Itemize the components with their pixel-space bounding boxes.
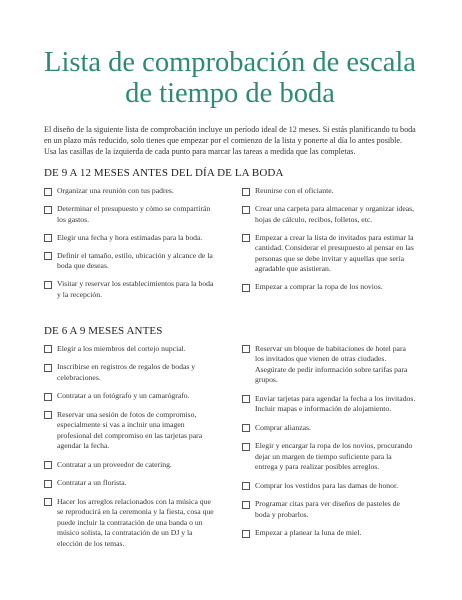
checklist-item-text: Visitar y reservar los establecimientos para la boda y la recepción.: [57, 279, 214, 299]
checkbox[interactable]: [44, 188, 52, 196]
checklist-item-text: Empezar a planear la luna de miel.: [255, 528, 362, 537]
checklist-item: [242, 233, 416, 275]
checkbox[interactable]: [242, 206, 250, 214]
checklist-item-text: Contratar a un proveedor de catering.: [57, 459, 172, 469]
section-9-12-columns: [44, 186, 416, 308]
checklist-item: [242, 394, 416, 415]
checkbox[interactable]: [242, 188, 250, 196]
checklist-item-text: Elegir y encargar la ropa de los novios, procurando dejar un margen de tiempo suficiente para la entrega y para realizar posibles arreglos.: [255, 441, 413, 471]
checklist-item: [44, 410, 214, 452]
checklist-item-text: Comprar los vestidos para las damas de honor.: [255, 480, 399, 490]
intro-paragraph: El diseño de la siguiente lista de comprobación incluye un período ideal de 12 meses. Si estás planificando tu boda en un plazo más reducido, solo tienes que empezar por el comienzo de la lista y ponerte al día lo antes posible. Usa las casillas de la izquierda de cada punto para marcar las tareas a medida que las completas.: [44, 125, 416, 156]
checkbox[interactable]: [242, 424, 250, 432]
checklist-item-text: Crear una carpeta para almacenar y organizar ideas, hojas de cálculo, recibos, folletos, etc.: [255, 204, 415, 224]
checklist-item: [44, 344, 214, 355]
checkbox[interactable]: [44, 411, 52, 419]
checklist-item: [242, 441, 416, 473]
checklist-item: [44, 362, 214, 383]
checkbox[interactable]: [44, 345, 52, 353]
checkbox[interactable]: [242, 501, 250, 509]
checkbox[interactable]: [44, 393, 52, 401]
checklist-item-text: Elegir a los miembros del cortejo nupcial.: [57, 343, 186, 353]
checklist-item: [44, 460, 214, 471]
checklist-item: [44, 478, 214, 489]
checklist-item-text: Comprar alianzas.: [255, 422, 311, 432]
section-heading-9-12: DE 9 A 12 MESES ANTES DEL DÍA DE LA BODA: [44, 167, 284, 179]
checklist-item: [44, 391, 214, 402]
checklist-item-text: Inscribirse en registros de regalos de bodas y celebraciones.: [57, 362, 196, 382]
checkbox[interactable]: [242, 482, 250, 490]
checklist-item: [242, 282, 416, 293]
checkbox[interactable]: [242, 443, 250, 451]
checklist-item: [44, 233, 214, 244]
checklist-item-text: Reservar un bloque de habitaciones de hotel para los invitados que vienen de otras ciudades. Asegúrate de pedir información sobre tarifas para grupos.: [255, 343, 408, 384]
checkbox[interactable]: [242, 234, 250, 242]
checklist-item-text: Definir el tamaño, estilo, ubicación y alcance de la boda que deseas.: [57, 250, 213, 270]
checklist-item: [242, 499, 416, 520]
section-9-12-left-column: [44, 186, 214, 308]
section-6-9-left-column: [44, 344, 214, 558]
checklist-item-text: Empezar a comprar la ropa de los novios.: [255, 282, 383, 291]
checklist-item-text: Hacer los arreglos relacionados con la música que se reproducirá en la ceremonia y la fiesta, cosa que puede incluir la contratación de una banda o un músico solista, la contratación de un DJ y la elección de los temas.: [57, 496, 214, 548]
section-6-9-columns: [44, 344, 416, 558]
checklist-item: [242, 423, 416, 434]
checklist-item-text: Enviar tarjetas para agendar la fecha a los invitados. Incluir mapas e información de alojamiento.: [255, 393, 416, 413]
checkbox[interactable]: [44, 234, 52, 242]
checklist-item-text: Reunirse con el oficiante.: [255, 186, 334, 195]
checklist-item: [44, 186, 214, 197]
checkbox[interactable]: [242, 345, 250, 353]
checklist-item: [44, 497, 214, 550]
checkbox[interactable]: [242, 395, 250, 403]
section-6-9-right-column: [242, 344, 416, 558]
checklist-item: [242, 204, 416, 225]
checklist-item: [242, 481, 416, 492]
checkbox[interactable]: [44, 206, 52, 214]
checklist-item-text: Organizar una reunión con tus padres.: [57, 186, 174, 195]
checklist-item-text: Programar citas para ver diseños de pasteles de boda y probarlos.: [255, 499, 400, 519]
section-9-12-right-column: [242, 186, 416, 308]
checklist-item-text: Reservar una sesión de fotos de compromiso, especialmente si vas a incluir una imagen profesional del compromiso en las tarjetas para agendar la fecha.: [57, 409, 203, 450]
checklist-item: [242, 186, 416, 197]
checkbox[interactable]: [44, 252, 52, 260]
section-heading-6-9: DE 6 A 9 MESES ANTES: [44, 324, 163, 337]
checklist-item: [242, 528, 416, 539]
checklist-item: [44, 204, 214, 225]
page-title: Lista de comprobación de escala de tiempo de boda: [44, 47, 416, 109]
checklist-item-text: Elegir una fecha y hora estimadas para la boda.: [57, 232, 203, 242]
checklist-item: [44, 251, 214, 272]
checkbox[interactable]: [44, 461, 52, 469]
checkbox[interactable]: [242, 284, 250, 292]
checkbox[interactable]: [44, 498, 52, 506]
checklist-item-text: Contratar a un florista.: [57, 478, 127, 487]
checkbox[interactable]: [44, 281, 52, 289]
checklist-item-text: Contratar a un fotógrafo y un camarógrafo.: [57, 391, 190, 400]
checkbox[interactable]: [44, 364, 52, 372]
checklist-item-text: Empezar a crear la lista de invitados para estimar la cantidad. Considerar el presupuesto al pensar en las personas que se debe invitar y aquellas que sería agradable que asistieran.: [255, 232, 414, 273]
checkbox[interactable]: [242, 530, 250, 538]
checklist-item: [44, 279, 214, 300]
checklist-item-text: Determinar el presupuesto y cómo se compartirán los gastos.: [57, 204, 211, 224]
checkbox[interactable]: [44, 480, 52, 488]
checklist-item: [242, 344, 416, 386]
